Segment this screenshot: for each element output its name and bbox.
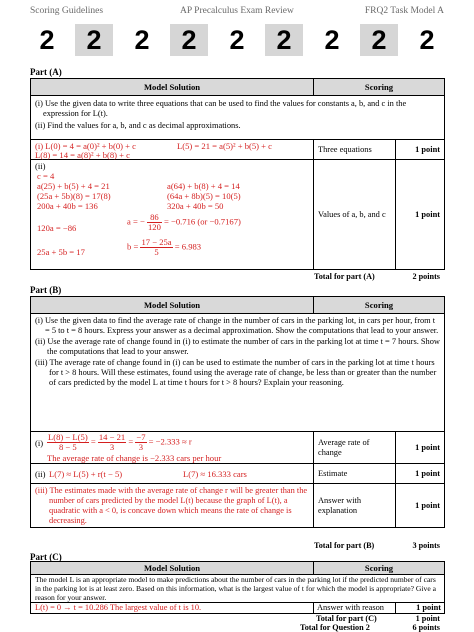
sol-line: 25a + 5b = 17 [37, 247, 85, 257]
banner-digit: 2 [265, 24, 303, 56]
banner-digit: 2 [324, 25, 340, 55]
roc-note: The average rate of change is −2.333 cars per hour [47, 453, 222, 463]
sol-line-right: (64a + 8b)(5) = 10(5) [167, 191, 241, 201]
banner-digit: 2 [39, 25, 55, 55]
part-a-total-label: Total for part (A) [314, 272, 375, 281]
banner-digit: 2 [134, 25, 150, 55]
part-a-table [30, 78, 445, 270]
label-ii: (ii) [35, 469, 46, 479]
eq-l0: (i) L(0) = 4 = a(0)² + b(0) + c [35, 141, 136, 151]
banner-digit: 2 [419, 25, 435, 55]
banner-digit: 2 [75, 24, 113, 56]
part-b-title: Part (B) [30, 285, 62, 295]
sol-line: (25a + 5b)(8) = 17(8) [37, 191, 111, 201]
question-total-label: Total for Question 2 [300, 623, 370, 632]
label-ii: (ii) [35, 161, 46, 171]
part-a-prompt-ii: (ii) Find the values for a, b, and c as decimal approximations. [35, 121, 241, 130]
b-value: b = $\frac{17 - 25a}{5}$ = 6.983 [127, 237, 202, 257]
point-c: 1 point [396, 603, 445, 614]
part-b-total-points: 3 points [412, 541, 440, 550]
part-b-prompt-ii: (ii) Use the average rate of change found in (i) to estimate the number of cars in the parking lot at time t = 7 hours. Show the computations that lead to your answer. [35, 337, 440, 356]
part-a-prompt [31, 96, 445, 140]
part-c-prompt: The model L is an appropriate model to make predictions about the number of cars in the parking lot if the predicted number of cars in the parking lot is at least zero. Based on this information, what is the largest value of t for which the model is appropriate? Give a reason for your answer. [31, 575, 445, 603]
part-a-prompt-i: (i) Use the given data to write three equations that can be used to find the values for constants a, b, and c in the expression for L(t). [35, 99, 407, 118]
question-total-points: 6 points [412, 623, 440, 632]
part-b-solution-iii [31, 484, 314, 528]
sol-line: 200a + 40b = 136 [37, 201, 98, 211]
part-b-prompt-iii: (iii) The average rate of change found in (i) can be used to estimate the number of cars in the parking lot at time t hours for t > 8 hours. Will these estimates, found using the average rate of change, be less than or greater than the number of cars predicted by the model L at time t hours for t > 8 hours? Explain your reasoning. [35, 358, 437, 387]
part-c-solution: L(t) = 0 → t = 10.286 The largest value of t is 10. [31, 603, 314, 614]
part-c-table [30, 561, 445, 614]
roc-computation: $\frac{L(8) - L(5)}{8 - 5}$ = $\frac{14 - 21}{3}$ = $\frac{-7}{3}$ = −2.333 ≈ r [48, 432, 192, 452]
point-a-i: 1 point [396, 140, 445, 160]
label-i: (i) [35, 438, 44, 448]
sol-line: a(25) + b(5) + 4 = 21 [37, 181, 110, 191]
sol-line: 120a = −86 [37, 223, 77, 233]
score-values: Values of a, b, and c [314, 160, 396, 270]
col-model-solution: Model Solution [31, 297, 314, 314]
sol-line: c = 4 [37, 171, 55, 181]
header-left: Scoring Guidelines [30, 6, 104, 16]
header-right: FRQ2 Task Model A [364, 6, 444, 16]
part-c-total-points: 1 point [415, 614, 440, 623]
sol-line-right: 320a + 40b = 50 [167, 201, 224, 211]
part-b-solution-i [31, 432, 314, 464]
col-model-solution: Model Solution [31, 79, 314, 96]
banner-digit: 2 [229, 25, 245, 55]
score-estimate: Estimate [314, 464, 396, 484]
part-a-title: Part (A) [30, 67, 62, 77]
col-scoring: Scoring [314, 297, 445, 314]
part-a-total-points: 2 points [412, 272, 440, 281]
estimate-value: L(7) ≈ 16.333 cars [183, 469, 247, 479]
eq-l8: L(8) = 14 = a(8)² + b(8) + c [35, 150, 130, 160]
part-b-total-label: Total for part (B) [314, 541, 375, 550]
explanation-text: (iii) The estimates made with the average rate of change r will be greater than the number of cars predicted by the model L(t) because the graph of L(t), a quadratic with a < 0, is concave down which means the rate of change is decreasing. [35, 486, 308, 525]
banner-digit: 2 [360, 24, 398, 56]
score-avg-rate: Average rate of change [314, 432, 396, 464]
part-b-prompt-i: (i) Use the given data to find the average rate of change in the number of cars in the parking lot, in cars per hour, from t = 5 to t = 8 hours. Express your answer as a decimal approximation. Show the computations that lead to your answer. [35, 316, 439, 335]
part-c-title: Part (C) [30, 552, 62, 562]
point-b-iii: 1 point [396, 484, 445, 528]
eq-l5: L(5) = 21 = a(5)² + b(5) + c [177, 141, 272, 151]
col-scoring: Scoring [314, 79, 445, 96]
header-center: AP Precalculus Exam Review [180, 6, 294, 16]
part-b-solution-ii [31, 464, 314, 484]
point-b-ii: 1 point [396, 464, 445, 484]
part-b-prompt [31, 314, 445, 432]
page-header [28, 6, 446, 18]
part-b-table [30, 296, 445, 528]
score-three-equations: Three equations [314, 140, 396, 160]
part-a-solution-ii [31, 160, 314, 270]
col-model-solution: Model Solution [31, 562, 314, 575]
score-answer-reason: Answer with reason [314, 603, 396, 614]
part-c-total-label: Total for part (C) [316, 614, 377, 623]
col-scoring: Scoring [314, 562, 445, 575]
point-a-ii: 1 point [396, 160, 445, 270]
part-a-solution-i [31, 140, 314, 160]
score-explanation: Answer with explanation [314, 484, 396, 528]
sol-line-right: a(64) + b(8) + 4 = 14 [167, 181, 240, 191]
a-value: a = − $\frac{86}{120}$ = −0.716 (or −0.7167) [127, 212, 241, 232]
estimate-formula: L(7) ≈ L(5) + r(t − 5) [49, 469, 123, 479]
banner-digit: 2 [170, 24, 208, 56]
question-banner [28, 20, 446, 60]
point-b-i: 1 point [396, 432, 445, 464]
